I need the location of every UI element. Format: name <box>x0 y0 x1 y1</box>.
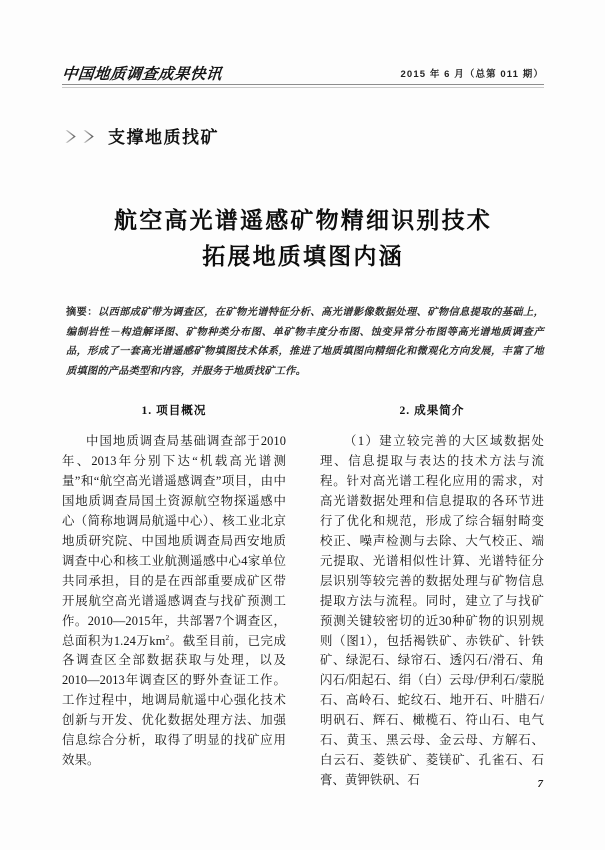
body-columns <box>62 402 544 791</box>
section-heading-1: 1. 项目概况 <box>141 404 207 417</box>
article-title-line-2: 拓展地质填图内涵 <box>202 244 404 269</box>
column-right <box>320 402 544 791</box>
header-rule <box>62 84 544 85</box>
column-right-body <box>320 432 544 791</box>
paragraph-text-part-2: 。截至目前，已完成各调查区全部数据获取与处理，以及2010—2013年调查区的野外查证工作。工作过程中，地调局航遥中心强化技术创新与开发、优化数据处理方法、加强信息综合分析，取得了明显的找矿应用效果。 <box>62 633 286 768</box>
section-kicker <box>64 128 219 147</box>
paragraph <box>62 432 286 771</box>
paragraph-text-part-1: 中国地质调查局基础调查部于2010年、2013年分别下达“机载高光谱测量”和“航空高光谱遥感调查”项目，由中国地质调查局国土资源航空物探遥感中心（简称地调局航遥中心）、核工业北京地质研究院、中国地质调查局西安地质调查中心和核工业航测遥感中心4家单位共同承担，目的是在西部重要成矿区带开展航空高光谱遥感调查与找矿预测工作。2010—2015年，共部署7个调查区，总面积为1.24万km <box>62 434 286 648</box>
article-title-line-1: 航空高光谱遥感矿物精细识别技术 <box>114 208 492 233</box>
column-left-body <box>62 432 286 771</box>
issue-date: 2015 年 6 月（总第 011 期） <box>400 69 544 80</box>
superscript-exponent: 2 <box>165 632 170 642</box>
abstract-label: 摘要： <box>66 307 98 318</box>
header-rule-secondary <box>62 87 544 88</box>
column-left <box>62 402 286 791</box>
paragraph: （1）建立较完善的大区域数据处理、信息提取与表达的技术方法与流程。针对高光谱工程化应用的需求，对高光谱数据处理和信息提取的各环节进行了优化和规范，形成了综合辐射畸变校正、噪声检测与去除、大气校正、端元提取、光谱相似性计算、光谱特征分层识别等较完善的数据处理与矿物信息提取方法与流程。同时，建立了与找矿预测关键较密切的近30种矿物的识别规则（图1），包括褐铁矿、赤铁矿、针铁矿、绿泥石、绿帘石、透闪石/滑石、角闪石/阳起石、绢（白）云母/伊利石/蒙脱石、高岭石、蛇纹石、地开石、叶腊石/明矾石、辉石、橄榄石、符山石、电气石、黄玉、黑云母、金云母、方解石、白云石、菱铁矿、菱镁矿、孔雀石、石膏、黄钾铁矾、石 <box>320 434 544 788</box>
abstract-block <box>66 303 544 381</box>
section-heading-2: 2. 成果简介 <box>399 404 465 417</box>
running-header <box>62 52 544 82</box>
publication-title: 中国地质调查成果快讯 <box>61 65 223 83</box>
article-title <box>62 203 544 275</box>
page-number: 7 <box>537 778 543 790</box>
abstract-text: 以西部成矿带为调查区，在矿物光谱特征分析、高光谱影像数据处理、矿物信息提取的基础上，编制岩性－构造解译图、矿物种类分布图、单矿物丰度分布图、蚀变异常分布图等高光谱地质调查产品，形成了一套高光谱遥感矿物填图技术体系，推进了地质填图向精细化和微观化方向发展，丰富了地质填图的产品类型和内容，并服务于地质找矿工作。 <box>66 307 545 377</box>
kicker-label: 支撑地质找矿 <box>108 128 219 147</box>
double-chevron-right-icon <box>64 128 99 147</box>
